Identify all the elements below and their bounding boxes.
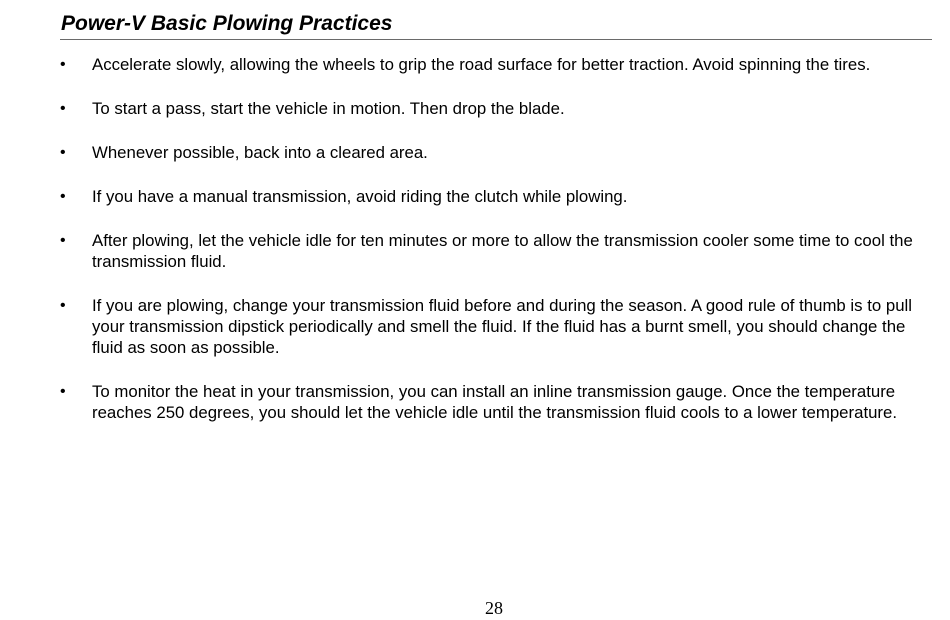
bullet-icon: • [60, 297, 66, 314]
bullet-icon: • [60, 232, 66, 249]
list-item-text: Whenever possible, back into a cleared area. [92, 143, 428, 162]
list-item [60, 295, 930, 358]
list-item-text: After plowing, let the vehicle idle for ten minutes or more to allow the transmission cooler some time to cool the transmission fluid. [92, 231, 913, 271]
list-item-text: If you are plowing, change your transmission fluid before and during the season. A good rule of thumb is to pull your transmission dipstick periodically and smell the fluid. If the fluid has a burnt smell, you should change the fluid as soon as possible. [92, 296, 912, 357]
page-title: Power-V Basic Plowing Practices [61, 12, 393, 35]
bullet-list [60, 54, 930, 446]
list-item [60, 54, 930, 75]
bullet-icon: • [60, 188, 66, 205]
list-item-text: Accelerate slowly, allowing the wheels to grip the road surface for better traction. Avoid spinning the tires. [92, 55, 871, 74]
page-header [60, 11, 932, 40]
bullet-icon: • [60, 56, 66, 73]
list-item [60, 230, 930, 272]
bullet-icon: • [60, 100, 66, 117]
list-item-text: To start a pass, start the vehicle in motion. Then drop the blade. [92, 99, 565, 118]
list-item [60, 98, 930, 119]
list-item-text: If you have a manual transmission, avoid riding the clutch while plowing. [92, 187, 628, 206]
page-number: 28 [485, 598, 503, 618]
list-item [60, 142, 930, 163]
list-item [60, 186, 930, 207]
bullet-icon: • [60, 383, 66, 400]
bullet-icon: • [60, 144, 66, 161]
list-item [60, 381, 930, 423]
list-item-text: To monitor the heat in your transmission, you can install an inline transmission gauge. Once the temperature reaches 250 degrees, you should let the vehicle idle until the transmission fluid cools to a lower temperature. [92, 382, 898, 422]
